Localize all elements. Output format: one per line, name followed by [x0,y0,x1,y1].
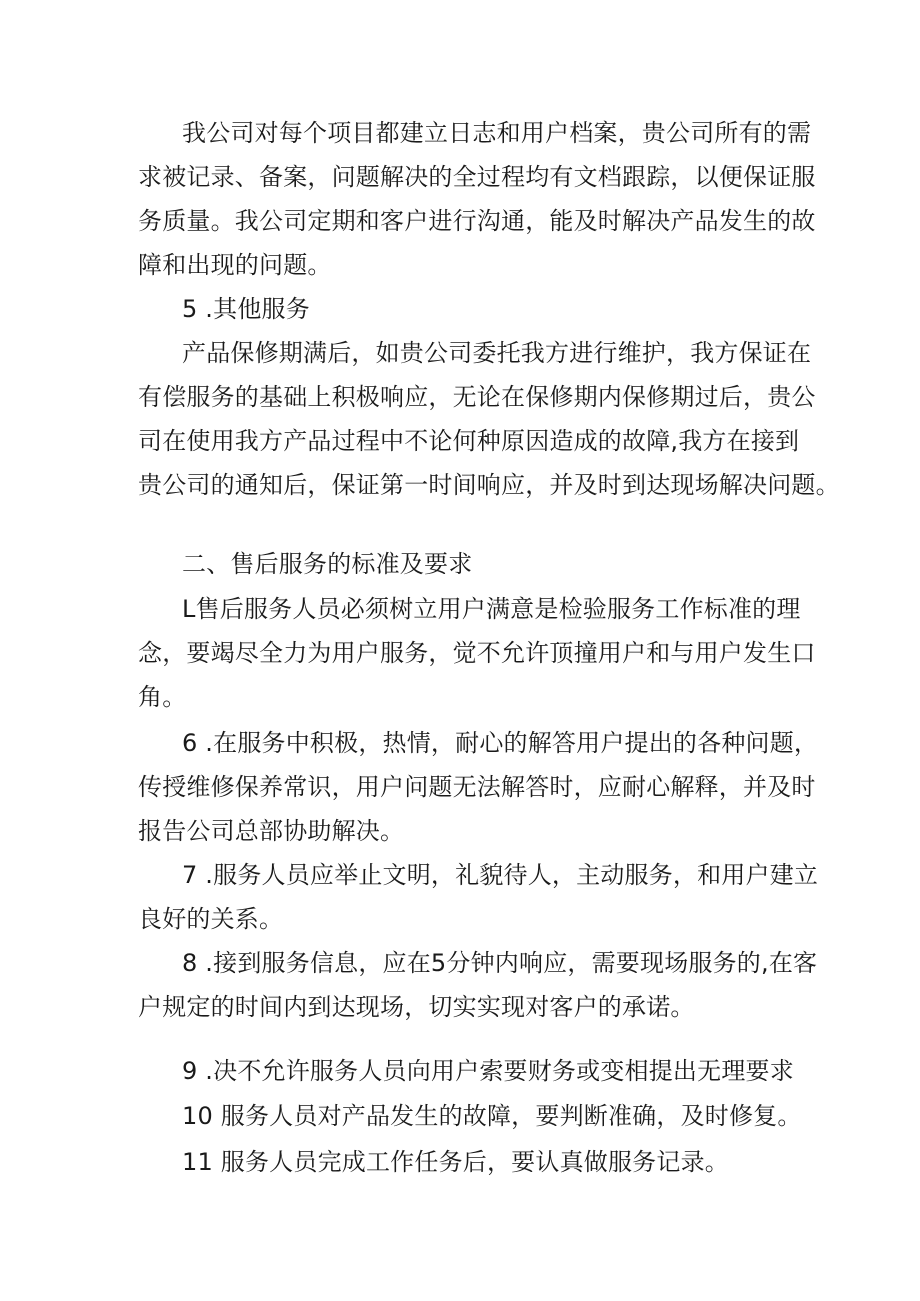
paragraph-line: 我公司对每个项目都建立日志和用户档案，贵公司所有的需 [182,119,812,147]
paragraph-line: 贵公司的通知后，保证第一时间响应，并及时到达现场解决问题。 [138,471,840,499]
paragraph-line: 务质量。我公司定期和客户进行沟通，能及时解决产品发生的故 [138,207,816,235]
list-item-line: L售后服务人员必须树立用户满意是检验服务工作标准的理 [182,595,801,623]
list-item-line: 念，要竭尽全力为用户服务，觉不允许顶撞用户和与用户发生口 [138,639,816,667]
paragraph-line: 障和出现的问题。 [138,251,332,279]
paragraph-line: 司在使用我方产品过程中不论何种原因造成的故障,我方在接到 [138,427,800,455]
paragraph-line: 有偿服务的基础上积极响应，无论在保修期内保修期过后，贵公 [138,383,816,411]
list-item-line: 6 .在服务中积极，热情，耐心的解答用户提出的各种问题， [182,729,819,757]
list-item-line: 11 服务人员完成工作任务后，要认真做服务记录。 [182,1148,729,1176]
list-item-line: 传授维修保养常识，用户问题无法解答时，应耐心解释，并及时 [138,773,816,801]
list-item-line: 户规定的时间内到达现场，切实实现对客户的承诺。 [138,993,695,1021]
paragraph-line: 产品保修期满后，如贵公司委托我方进行维护，我方保证在 [182,339,812,367]
list-item-line: 角。 [138,683,187,711]
list-item-line: 7 .服务人员应举止文明，礼貌待人，主动服务，和用户建立 [182,861,819,889]
list-item-line: 报告公司总部协助解决。 [138,817,405,845]
list-item-line: 9 .决不允许服务人员向用户索要财务或变相提出无理要求 [182,1057,794,1085]
list-item-line: 10 服务人员对产品发生的故障，要判断准确，及时修复。 [182,1102,802,1130]
list-item-line: 8 .接到服务信息，应在5分钟内响应，需要现场服务的,在客 [182,949,818,977]
section-title: 二、售后服务的标准及要求 [182,550,473,578]
heading-other-services: 5 .其他服务 [182,295,310,323]
paragraph-line: 求被记录、备案，问题解决的全过程均有文档跟踪，以便保证服 [138,163,816,191]
list-item-line: 良好的关系。 [138,905,284,933]
